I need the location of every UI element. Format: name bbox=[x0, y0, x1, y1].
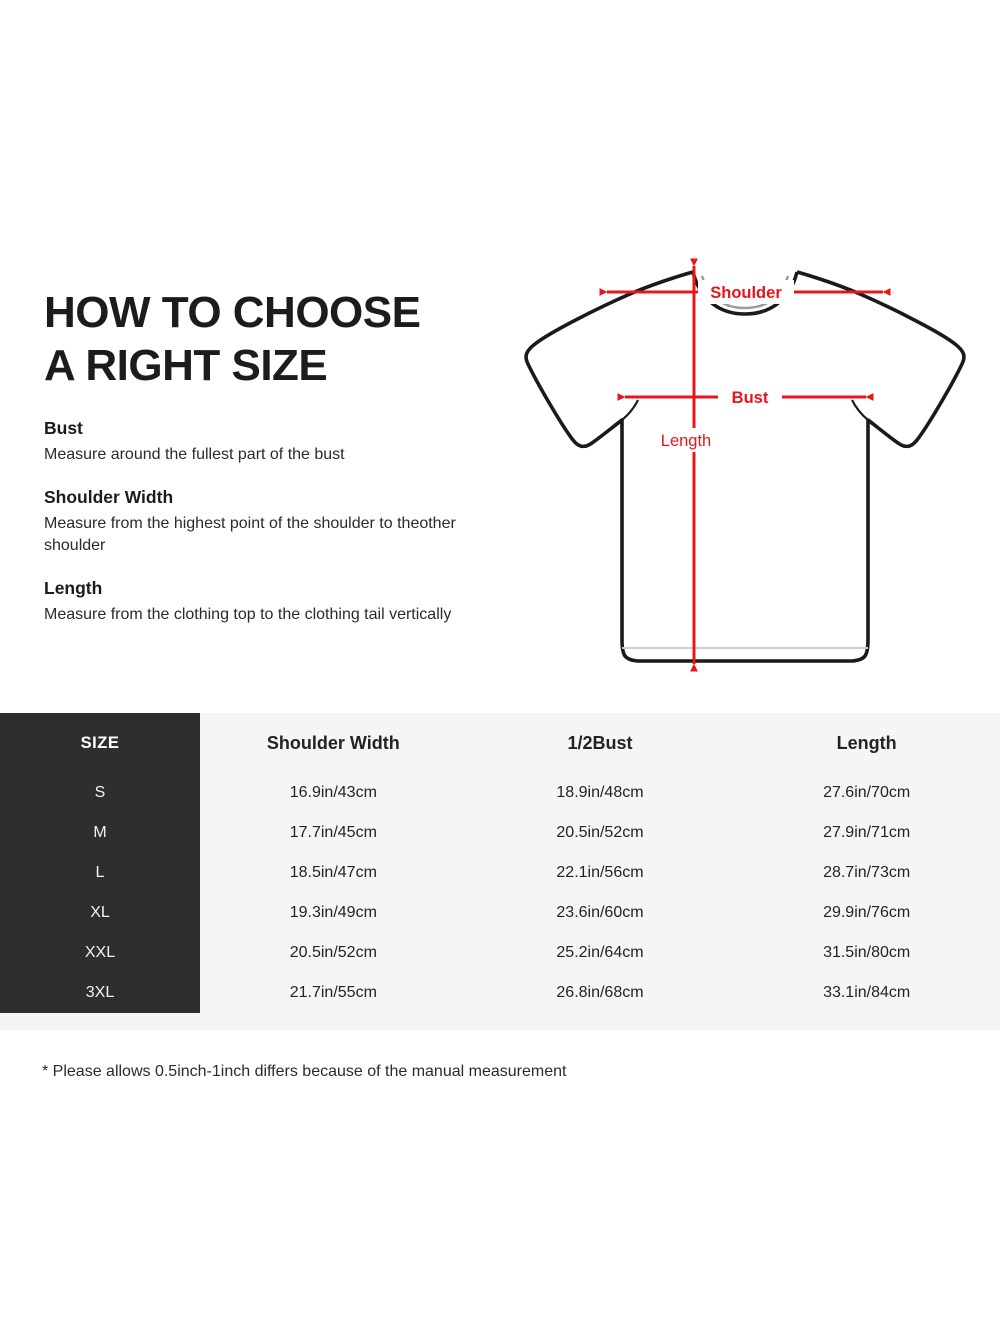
measurement-definitions bbox=[44, 415, 514, 643]
column-header-shoulder-width: Shoulder Width bbox=[200, 713, 467, 773]
cell-size: 3XL bbox=[0, 973, 200, 1013]
cell-bust: 23.6in/60cm bbox=[467, 893, 734, 933]
cell-length: 28.7in/73cm bbox=[733, 853, 1000, 893]
cell-length: 31.5in/80cm bbox=[733, 933, 1000, 973]
measurement-footnote: * Please allows 0.5inch-1inch differs because of the manual measurement bbox=[42, 1063, 567, 1080]
cell-length: 27.6in/70cm bbox=[733, 773, 1000, 813]
column-header-size: SIZE bbox=[0, 713, 200, 773]
cell-bust: 25.2in/64cm bbox=[467, 933, 734, 973]
definition-term: Length bbox=[44, 577, 103, 598]
cell-shoulder: 21.7in/55cm bbox=[200, 973, 467, 1013]
cell-bust: 26.8in/68cm bbox=[467, 973, 734, 1013]
cell-shoulder: 17.7in/45cm bbox=[200, 813, 467, 853]
shoulder-label: Shoulder bbox=[710, 284, 782, 302]
definition-bust bbox=[44, 415, 514, 467]
cell-length: 33.1in/84cm bbox=[733, 973, 1000, 1013]
length-label: Length bbox=[660, 432, 712, 450]
table-header-row bbox=[0, 713, 1000, 773]
table-row bbox=[0, 773, 1000, 813]
cell-bust: 18.9in/48cm bbox=[467, 773, 734, 813]
cell-size: XXL bbox=[0, 933, 200, 973]
cell-size: S bbox=[0, 773, 200, 813]
cell-bust: 20.5in/52cm bbox=[467, 813, 734, 853]
size-table-body bbox=[0, 773, 1000, 1013]
size-table-head bbox=[0, 713, 1000, 773]
table-row bbox=[0, 933, 1000, 973]
table-row bbox=[0, 973, 1000, 1013]
page-title bbox=[44, 286, 514, 392]
definition-shoulder-width bbox=[44, 484, 514, 558]
cell-bust: 22.1in/56cm bbox=[467, 853, 734, 893]
cell-size: XL bbox=[0, 893, 200, 933]
definition-description: Measure from the clothing top to the clothing tail vertically bbox=[44, 605, 452, 623]
page-title-line-1: HOW TO CHOOSE bbox=[44, 288, 421, 338]
cell-size: L bbox=[0, 853, 200, 893]
cell-length: 27.9in/71cm bbox=[733, 813, 1000, 853]
cell-shoulder: 18.5in/47cm bbox=[200, 853, 467, 893]
cell-length: 29.9in/76cm bbox=[733, 893, 1000, 933]
cell-shoulder: 19.3in/49cm bbox=[200, 893, 467, 933]
definition-length bbox=[44, 575, 514, 627]
cell-size: M bbox=[0, 813, 200, 853]
bust-label: Bust bbox=[731, 389, 769, 407]
cell-shoulder: 20.5in/52cm bbox=[200, 933, 467, 973]
column-header-length: Length bbox=[733, 713, 1000, 773]
size-table bbox=[0, 713, 1000, 1013]
tshirt-diagram bbox=[510, 240, 980, 690]
table-row bbox=[0, 853, 1000, 893]
definition-description: Measure around the fullest part of the bust bbox=[44, 446, 345, 463]
definition-term: Shoulder Width bbox=[44, 486, 174, 507]
table-row bbox=[0, 813, 1000, 853]
definition-description: Measure from the highest point of the shoulder to theother shoulder bbox=[44, 514, 456, 554]
cell-shoulder: 16.9in/43cm bbox=[200, 773, 467, 813]
table-row bbox=[0, 893, 1000, 933]
definition-term: Bust bbox=[44, 418, 83, 438]
tshirt-outline bbox=[526, 272, 964, 661]
size-table-section bbox=[0, 713, 1000, 1030]
page-title-line-2: A RIGHT SIZE bbox=[44, 341, 328, 391]
column-header-half-bust: 1/2Bust bbox=[467, 713, 734, 773]
